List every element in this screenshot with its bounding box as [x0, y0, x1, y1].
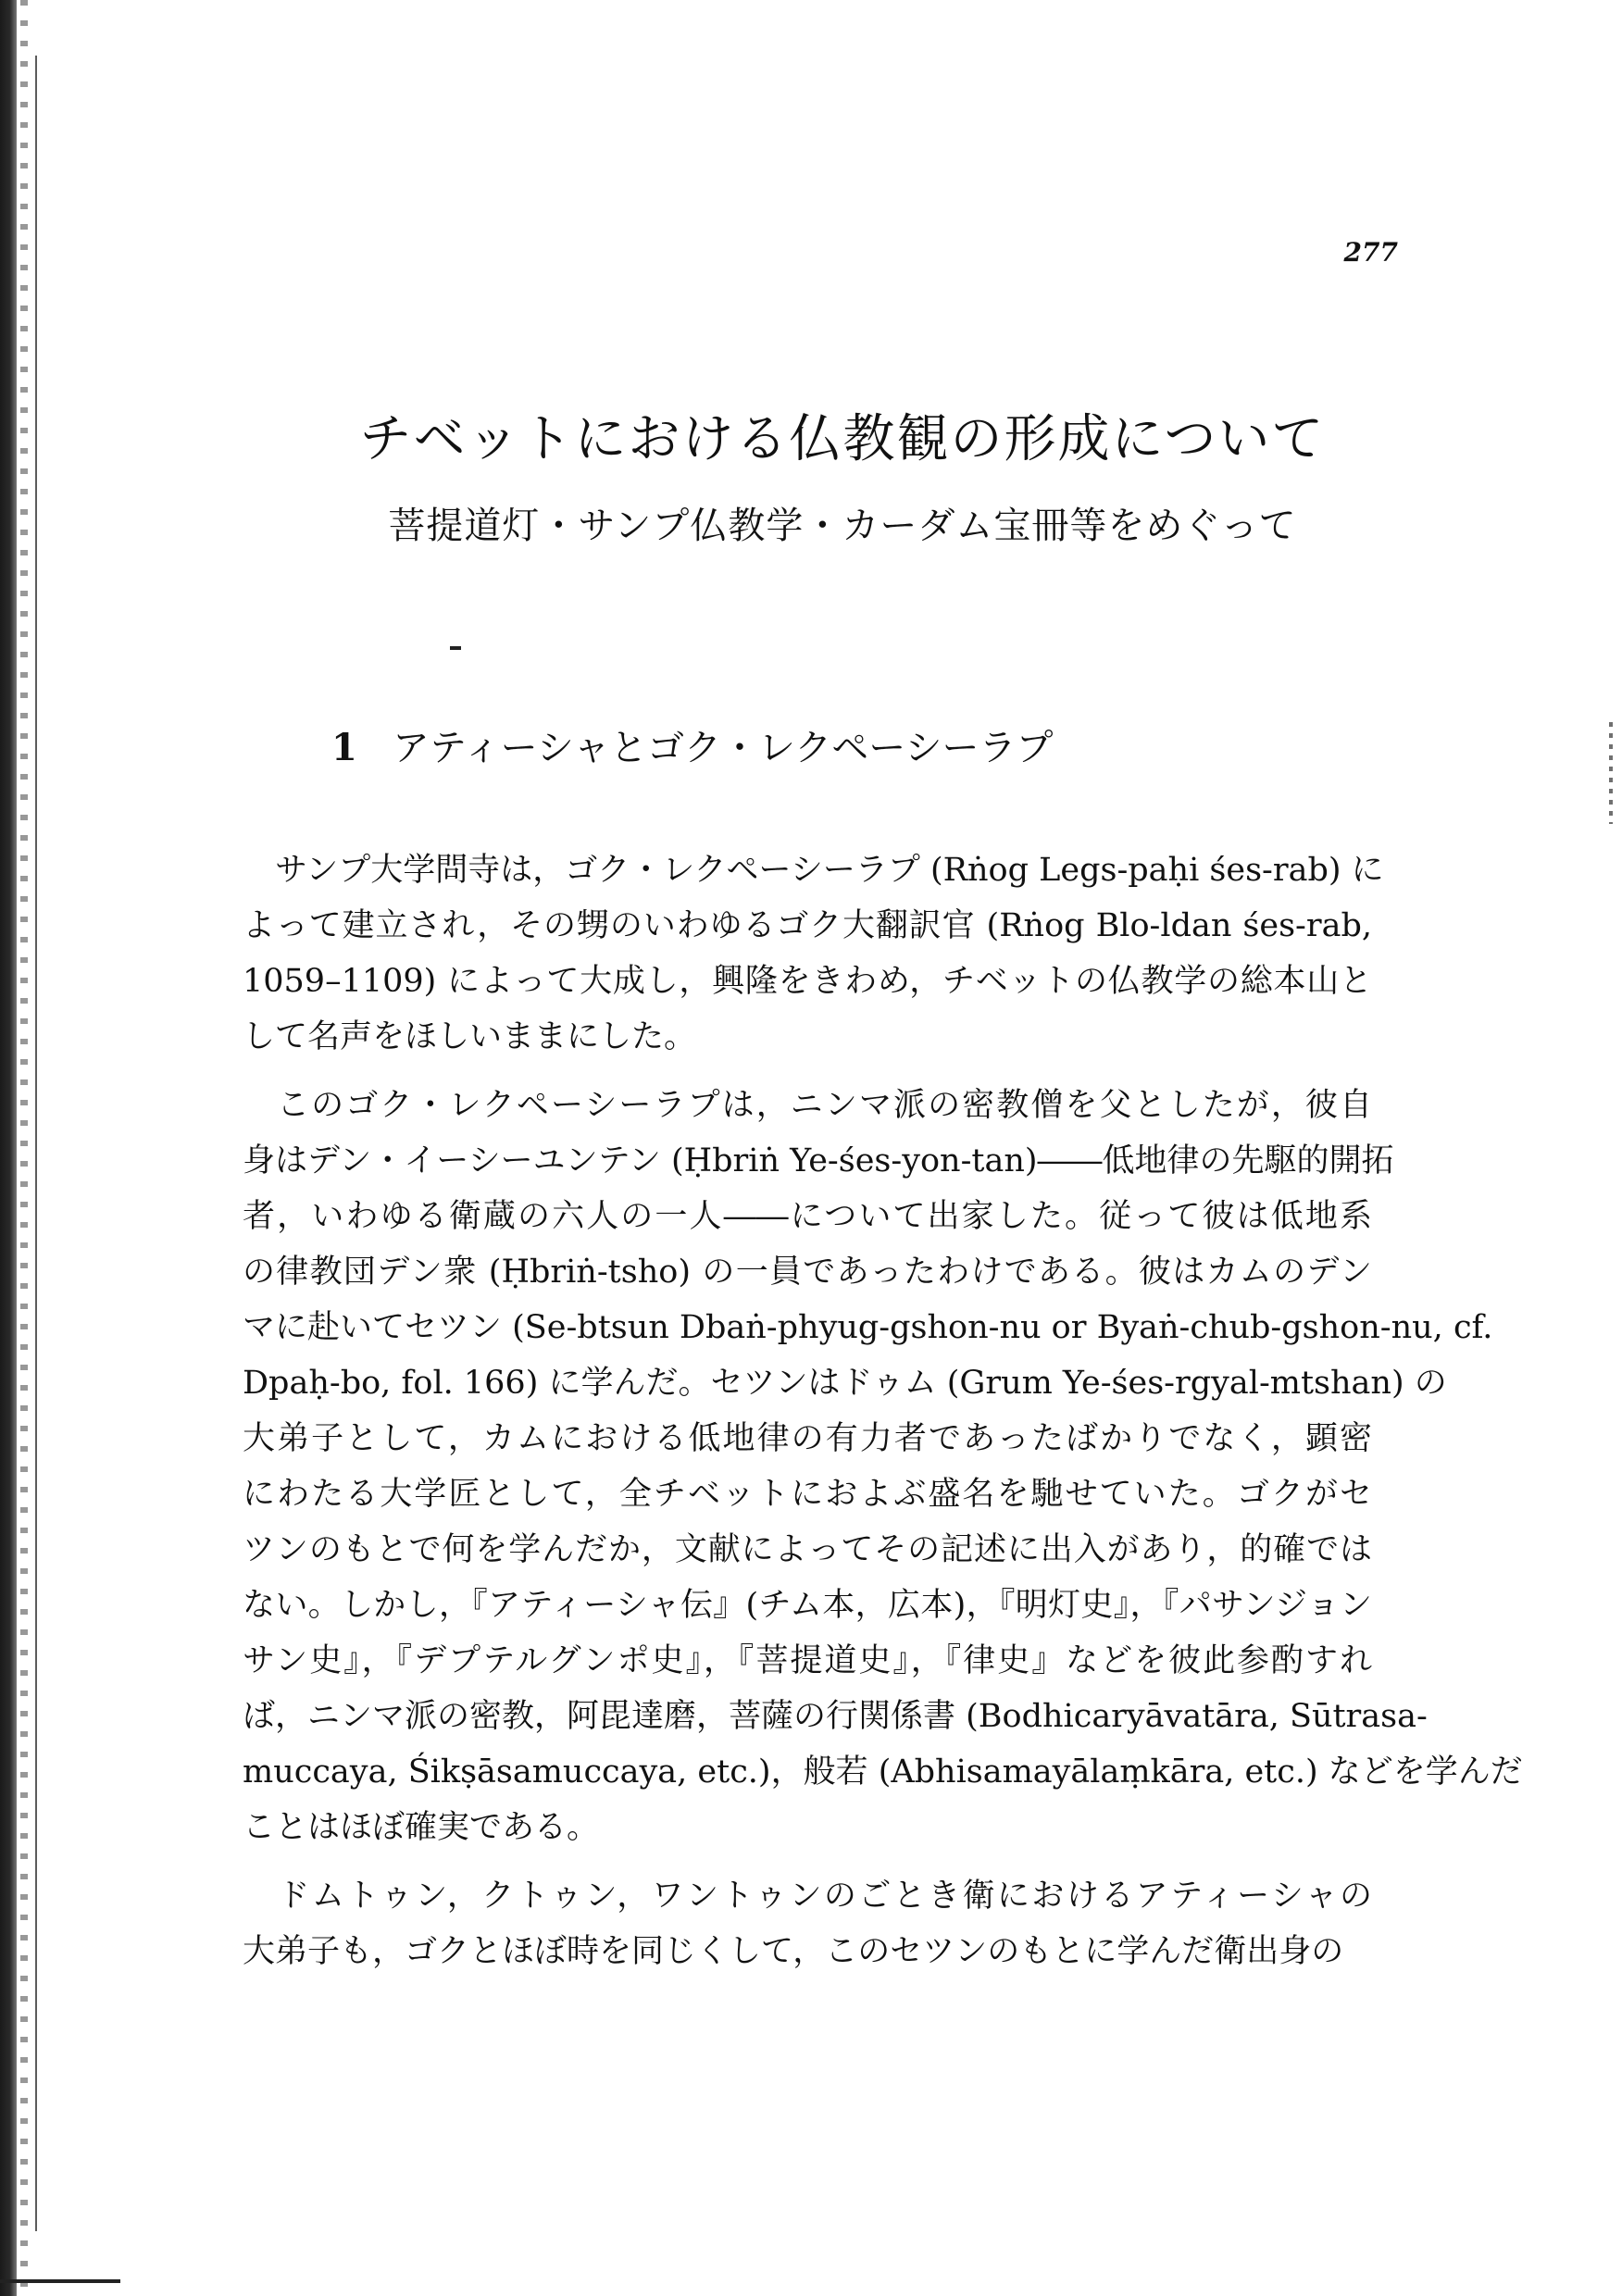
text-line: muccaya, Śikṣāsamuccaya, etc.)，般若 (Abhisamayālaṃkāra, etc.) などを学んだ	[243, 1753, 1523, 1791]
text-line: して名声をほしいままにした。	[243, 1018, 697, 1055]
text-line: ない。しかし，『アティーシャ伝』(チム本，広本)，『明灯史』，『パサンジョン	[243, 1587, 1372, 1624]
paragraph-gap	[243, 1065, 1372, 1078]
text-line: サンプ大学問寺は，ゴク・レクペーシーラプ (Rṅog Legs-paḥi śes-rab) に	[243, 852, 1384, 889]
text-line: ドムトゥン，クトゥン，ワントゥンのごとき衛におけるアティーシャの	[243, 1878, 1372, 1915]
text-line: ツンのもとで何を学んだか，文献によってその記述に出入があり，的確では	[243, 1531, 1372, 1568]
section-number: 1	[331, 726, 357, 769]
paragraph	[243, 842, 1384, 1065]
text-line: 1059–1109) によって大成し，興隆をきわめ，チベットの仏教学の総本山と	[243, 963, 1372, 1000]
text-line: Dpaḥ-bo, fol. 166) に学んだ。セツンはドゥム (Grum Ye-śes-rgyal-mtshan) の	[243, 1365, 1447, 1402]
section-heading	[331, 718, 1053, 771]
text-line: サン史』，『デプテルグンポ史』，『菩提道史』，『律史』などを彼此参酌すれ	[243, 1642, 1372, 1679]
text-line: 大弟子も，ゴクとほぼ時を同じくして，このセツンのもとに学んだ衛出身の	[243, 1933, 1344, 1970]
page-number: 277	[1343, 237, 1398, 268]
bottom-edge-rule	[0, 2279, 120, 2283]
binding-edge	[0, 0, 17, 2296]
article-subtitle: 菩提道灯・サンプ仏教学・カーダム宝冊等をめぐって	[388, 505, 1297, 547]
text-line: の律教団デン衆 (Ḥbriṅ-tsho) の一員であったわけである。彼はカムのデン	[243, 1254, 1372, 1291]
scan-mark	[450, 646, 461, 650]
text-line: ことはほぼ確実である。	[243, 1809, 600, 1846]
binding-shadow	[20, 0, 28, 2296]
paragraph-gap	[243, 1855, 1372, 1868]
text-line: このゴク・レクペーシーラプは，ニンマ派の密教僧を父としたが，彼自	[243, 1087, 1372, 1124]
text-line: ば，ニンマ派の密教，阿毘達磨，菩薩の行関係書 (Bodhicaryāvatāra, Sūtrasa-	[243, 1698, 1428, 1735]
text-line: 身はデン・イーシーユンテン (Ḥbriṅ Ye-śes-yon-tan)――低地律の先駆的開拓	[243, 1142, 1394, 1179]
text-line: 者，いわゆる衛蔵の六人の一人――について出家した。従って彼は低地系	[243, 1198, 1372, 1235]
article-title: チベットにおける仏教観の形成について	[359, 409, 1326, 469]
paragraph	[243, 1868, 1372, 1979]
paragraph	[243, 1078, 1523, 1855]
text-line: 大弟子として，カムにおける低地律の有力者であったばかりでなく，顕密	[243, 1420, 1372, 1457]
body-text	[243, 842, 1523, 1979]
scan-specks	[1609, 722, 1613, 824]
text-line: にわたる大学匠として，全チベットにおよぶ盛名を馳せていた。ゴクがセ	[243, 1476, 1372, 1513]
binding-rule	[35, 56, 37, 2231]
section-title: アティーシャとゴク・レクペーシーラプ	[392, 727, 1054, 769]
text-line: マに赴いてセツン (Se-btsun Dbaṅ-phyug-gshon-nu or Byaṅ-chub-gshon-nu, cf.	[243, 1309, 1493, 1346]
text-line: よって建立され，その甥のいわゆるゴク大翻訳官 (Rṅog Blo-ldan śes-rab,	[243, 907, 1372, 944]
